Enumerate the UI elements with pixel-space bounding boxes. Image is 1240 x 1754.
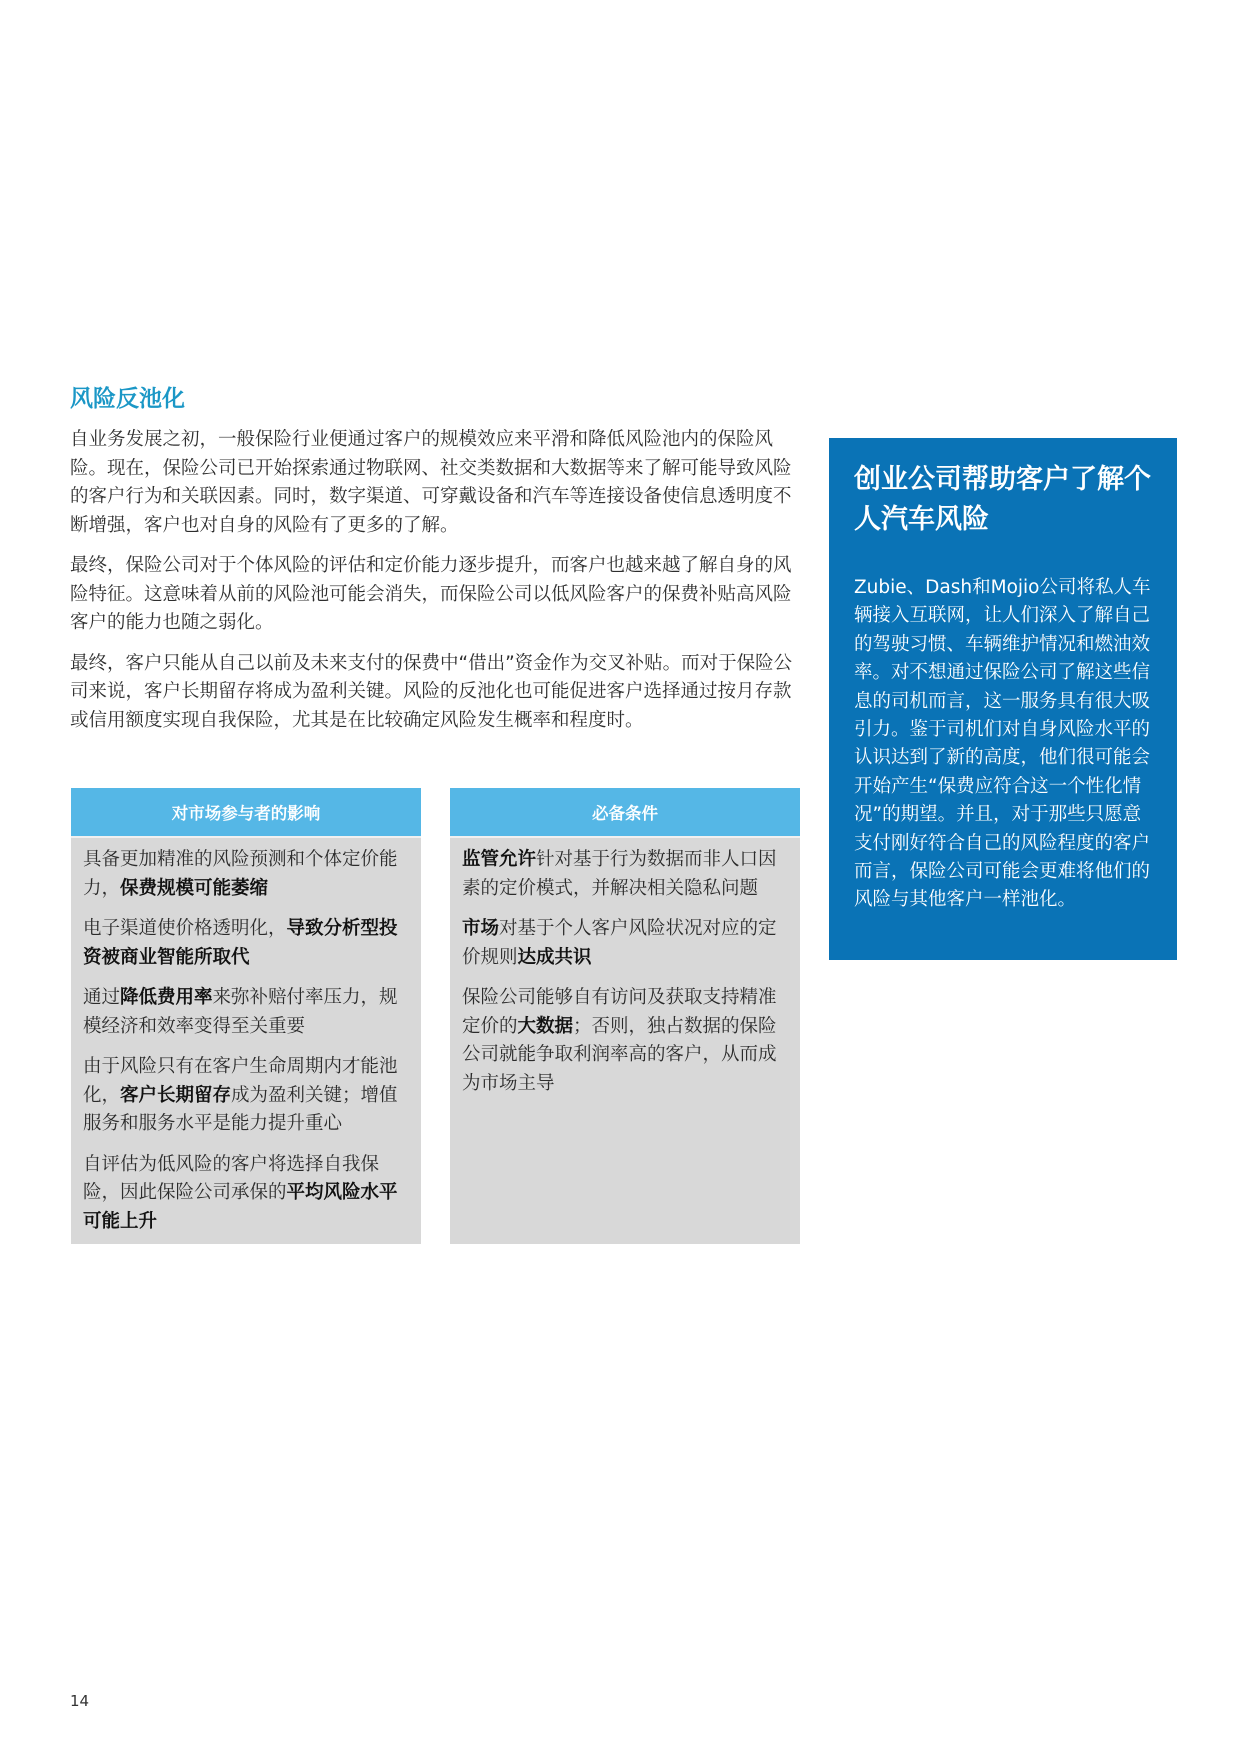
impact-item: 由于风险只有在客户生命周期内才能池化，客户长期留存成为盈利关键；增值服务和服务水平是能力提升重心	[83, 1056, 398, 1134]
requirement-item: 保险公司能够自有访问及获取支持精准定价的大数据；否则，独占数据的保险公司就能争取利润率高的客户，从而成为市场主导	[462, 987, 777, 1094]
intro-paragraph-2: 最终，保险公司对于个体风险的评估和定价能力逐步提升，而客户也越来越了解自身的风险特征。这意味着从前的风险池可能会消失，而保险公司以低风险客户的保费补贴高风险客户的能力也随之弱化。	[70, 555, 792, 633]
impact-item: 自评估为低风险的客户将选择自我保险，因此保险公司承保的平均风险水平可能上升	[83, 1153, 398, 1232]
impact-item: 通过降低费用率来弥补赔付率压力，规模经济和效率变得至关重要	[83, 987, 398, 1037]
page-number: 14	[70, 1692, 90, 1710]
sidebar-callout	[829, 438, 1177, 960]
intro-paragraph-1: 自业务发展之初，一般保险行业便通过客户的规模效应来平滑和降低风险池内的保险风险。现在，保险公司已开始探索通过物联网、社交类数据和大数据等来了解可能导致风险的客户行为和关联因素。同时，数字渠道、可穿戴设备和汽车等连接设备使信息透明度不断增强，客户也对自身的风险有了更多的了解。	[70, 429, 792, 536]
requirements-column	[450, 788, 800, 1244]
impact-column	[71, 788, 421, 1244]
requirements-column-header: 必备条件	[450, 788, 800, 838]
requirement-item: 市场对基于个人客户风险状况对应的定价规则达成共识	[462, 918, 777, 968]
impact-item: 具备更加精准的风险预测和个体定价能力，保费规模可能萎缩	[83, 849, 398, 899]
intro-text	[70, 426, 800, 747]
requirement-item: 监管允许针对基于行为数据而非人口因素的定价模式，并解决相关隐私问题	[462, 849, 777, 899]
impact-item: 电子渠道使价格透明化，导致分析型投资被商业智能所取代	[83, 918, 398, 968]
intro-paragraph-3: 最终，客户只能从自己以前及未来支付的保费中“借出”资金作为交叉补贴。而对于保险公司来说，客户长期留存将成为盈利关键。风险的反池化也可能促进客户选择通过按月存款或信用额度实现自我保险，尤其是在比较确定风险发生概率和程度时。	[70, 652, 793, 731]
impact-column-header: 对市场参与者的影响	[71, 788, 421, 838]
sidebar-body: Zubie、Dash和Mojio公司将私人车辆接入互联网，让人们深入了解自己的驾驶习惯、车辆维护情况和燃油效率。对不想通过保险公司了解这些信息的司机而言，这一服务具有很大吸引力。鉴于司机们对自身风险水平的认识达到了新的高度，他们很可能会开始产生“保费应符合这一个性化情况”的期望。并且，对于那些只愿意支付刚好符合自己的风险程度的客户而言，保险公司可能会更难将他们的风险与其他客户一样池化。	[854, 577, 1151, 911]
section-title: 风险反池化	[70, 386, 185, 412]
sidebar-title: 创业公司帮助客户了解个人汽车风险	[854, 464, 1151, 535]
